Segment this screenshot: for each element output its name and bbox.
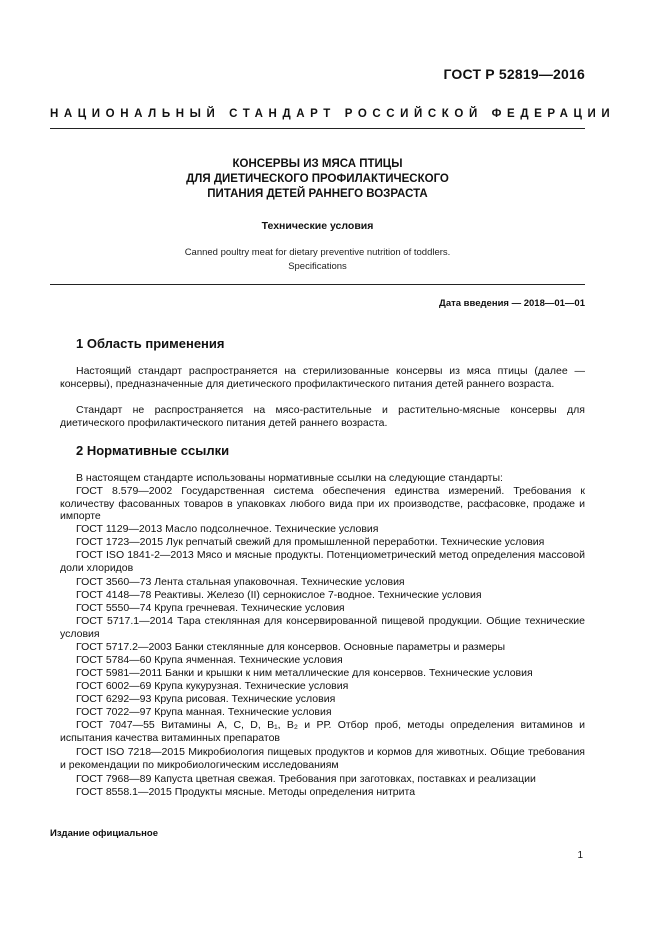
english-title bbox=[50, 246, 585, 274]
normative-ref: ГОСТ 6002—69 Крупа кукурузная. Технические условия bbox=[76, 680, 349, 692]
gost-number: ГОСТ Р 52819—2016 bbox=[443, 66, 585, 82]
normative-ref: ГОСТ ISO 7218—2015 Микробиология пищевых продуктов и кормов для животных. Общие требования и рекомендации по микробиологическим исследованиям bbox=[60, 746, 585, 771]
normative-ref: ГОСТ 5717.1—2014 Тара стеклянная для консервированной пищевой продукции. Общие технические условия bbox=[60, 615, 585, 640]
top-divider bbox=[50, 128, 585, 129]
normative-ref: ГОСТ 1129—2013 Масло подсолнечное. Технические условия bbox=[76, 523, 379, 535]
national-standard-heading: НАЦИОНАЛЬНЫЙ СТАНДАРТ РОССИЙСКОЙ ФЕДЕРАЦИИ bbox=[50, 108, 616, 120]
title-divider bbox=[50, 284, 585, 285]
section-1-heading: 1 Область применения bbox=[76, 336, 225, 351]
page-number: 1 bbox=[577, 850, 583, 861]
normative-ref: ГОСТ 5717.2—2003 Банки стеклянные для консервов. Основные параметры и размеры bbox=[76, 641, 506, 653]
normative-ref: ГОСТ 5981—2011 Банки и крышки к ним металлические для консервов. Технические условия bbox=[76, 667, 533, 679]
english-title-line-1: Canned poultry meat for dietary preventive nutrition of toddlers. bbox=[184, 247, 451, 258]
section-2-intro: В настоящем стандарте использованы нормативные ссылки на следующие стандарты: bbox=[76, 472, 503, 484]
document-subtitle: Технические условия bbox=[261, 220, 374, 232]
normative-ref: ГОСТ 3560—73 Лента стальная упаковочная. Технические условия bbox=[76, 576, 405, 588]
official-edition-note: Издание официальное bbox=[50, 828, 158, 839]
intro-date: Дата введения — 2018—01—01 bbox=[439, 298, 585, 309]
normative-ref: ГОСТ 7047—55 Витамины А, С, D, B₁, B₂ и РР. Отбор проб, методы определения витаминов и испытания качества витаминных препаратов bbox=[60, 719, 585, 744]
section-1-paragraph-1: Настоящий стандарт распространяется на стерилизованные консервы из мяса птицы (далее — консервы), предназначенные для диетического профилактического питания детей раннего возраста. bbox=[60, 365, 585, 390]
normative-ref: ГОСТ 6292—93 Крупа рисовая. Технические условия bbox=[76, 693, 336, 705]
normative-ref: ГОСТ 7022—97 Крупа манная. Технические условия bbox=[76, 706, 332, 718]
normative-ref: ГОСТ 5550—74 Крупа гречневая. Технические условия bbox=[76, 602, 345, 614]
normative-ref: ГОСТ 4148—78 Реактивы. Железо (II) сернокислое 7-водное. Технические условия bbox=[76, 589, 482, 601]
normative-ref: ГОСТ 5784—60 Крупа ячменная. Технические условия bbox=[76, 654, 343, 666]
normative-ref: ГОСТ ISO 1841-2—2013 Мясо и мясные продукты. Потенциометрический метод определения массовой доли хлоридов bbox=[60, 549, 585, 574]
normative-ref: ГОСТ 8.579—2002 Государственная система обеспечения единства измерений. Требования к количеству фасованных товаров в упаковках любого вида при их производстве, расфасовке, продаже и импорте bbox=[60, 485, 585, 523]
section-2-heading: 2 Нормативные ссылки bbox=[76, 443, 230, 458]
normative-ref: ГОСТ 1723—2015 Лук репчатый свежий для промышленной переработки. Технические условия bbox=[76, 536, 545, 548]
document-title-line-3: ПИТАНИЯ ДЕТЕЙ РАННЕГО ВОЗРАСТА bbox=[207, 188, 428, 200]
english-title-line-2: Specifications bbox=[288, 261, 347, 272]
section-1-paragraph-2: Стандарт не распространяется на мясо-растительные и растительно-мясные консервы для диетического профилактического питания детей раннего возраста. bbox=[60, 404, 585, 429]
document-title-line-1: КОНСЕРВЫ ИЗ МЯСА ПТИЦЫ bbox=[232, 158, 403, 170]
normative-ref: ГОСТ 7968—89 Капуста цветная свежая. Требования при заготовках, поставках и реализации bbox=[76, 773, 536, 785]
document-title-line-2: ДЛЯ ДИЕТИЧЕСКОГО ПРОФИЛАКТИЧЕСКОГО bbox=[186, 173, 449, 185]
normative-ref: ГОСТ 8558.1—2015 Продукты мясные. Методы определения нитрита bbox=[76, 786, 416, 798]
